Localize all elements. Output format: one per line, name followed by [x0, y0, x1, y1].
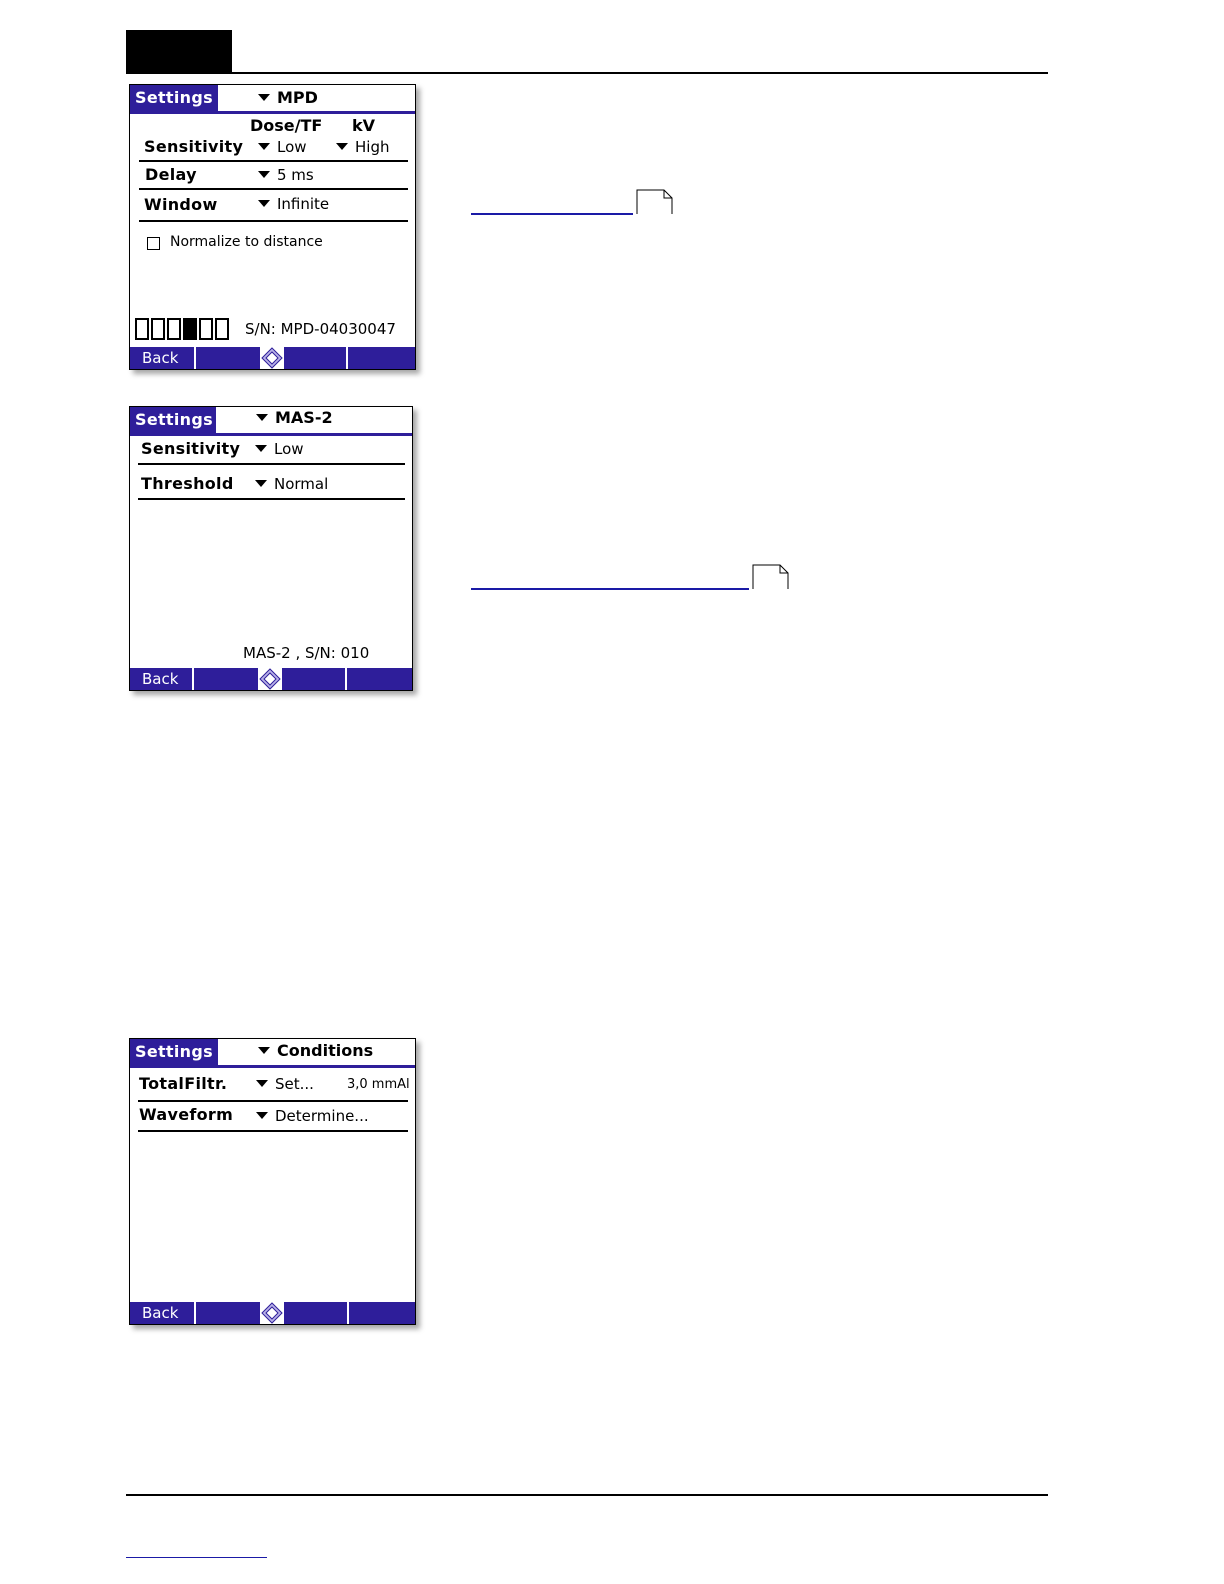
title-bar	[130, 85, 415, 113]
total-filtration-amount: 3,0 mmAl	[347, 1077, 410, 1092]
threshold-label: Threshold	[141, 474, 234, 493]
sensitivity-value: Low	[274, 440, 304, 458]
screen-title: Settings	[130, 1039, 218, 1065]
command-bar	[130, 347, 415, 369]
window-label: Window	[144, 195, 218, 214]
dropdown-arrow-icon	[255, 480, 267, 487]
navigator-icon[interactable]	[258, 668, 282, 690]
separator	[194, 1302, 196, 1324]
separator	[347, 1302, 349, 1324]
navigator-icon[interactable]	[260, 347, 284, 369]
serial-number: S/N: MPD-04030047	[245, 320, 396, 338]
dropdown-arrow-icon	[258, 94, 270, 101]
separator	[192, 668, 194, 690]
device-selector[interactable]	[258, 87, 318, 109]
back-button[interactable]: Back	[142, 349, 179, 367]
waveform-value: Determine...	[275, 1107, 369, 1125]
delay-value: 5 ms	[277, 166, 314, 184]
sensitivity-label: Sensitivity	[141, 439, 241, 458]
dropdown-arrow-icon	[256, 414, 268, 421]
mas2-settings-screen	[129, 406, 413, 691]
indicator-segment	[151, 318, 165, 340]
footer-rule	[126, 1494, 1048, 1496]
divider	[138, 1130, 408, 1132]
page-reference-icon	[752, 564, 790, 590]
command-bar	[130, 668, 412, 690]
screen-title: Settings	[130, 85, 218, 111]
indicator-segment	[167, 318, 181, 340]
sensitivity-dose-value: Low	[277, 138, 307, 156]
delay-label: Delay	[145, 165, 197, 184]
dropdown-arrow-icon	[256, 1080, 268, 1087]
navigator-diamond-icon	[258, 668, 282, 690]
command-bar	[130, 1302, 415, 1324]
dropdown-arrow-icon	[258, 143, 270, 150]
signal-indicator	[135, 318, 231, 340]
waveform-dropdown[interactable]	[256, 1107, 369, 1125]
divider	[138, 463, 405, 465]
window-dropdown[interactable]	[258, 195, 329, 213]
sensitivity-dose-dropdown[interactable]	[258, 138, 307, 156]
indicator-segment	[199, 318, 213, 340]
dropdown-arrow-icon	[258, 200, 270, 207]
header-rule	[126, 72, 1048, 74]
sensitivity-kv-dropdown[interactable]	[336, 138, 389, 156]
divider	[139, 160, 408, 162]
sensitivity-kv-value: High	[355, 138, 390, 156]
back-button[interactable]: Back	[142, 1304, 179, 1322]
threshold-dropdown[interactable]	[255, 475, 328, 493]
normalize-checkbox[interactable]	[147, 237, 160, 250]
dropdown-arrow-icon	[258, 171, 270, 178]
waveform-label: Waveform	[139, 1105, 234, 1124]
threshold-value: Normal	[274, 475, 329, 493]
divider	[138, 498, 405, 500]
mpd-settings-screen	[129, 84, 416, 370]
serial-number: MAS-2 , S/N: 010	[243, 644, 370, 662]
window-value: Infinite	[277, 195, 330, 213]
screen-title: Settings	[130, 407, 216, 433]
separator	[346, 347, 348, 369]
delay-dropdown[interactable]	[258, 166, 314, 184]
back-button[interactable]: Back	[142, 670, 179, 688]
separator	[345, 668, 347, 690]
navigator-diamond-icon	[260, 1302, 284, 1324]
totalfiltr-dropdown[interactable]	[256, 1075, 314, 1093]
totalfiltr-value: Set...	[275, 1075, 314, 1093]
title-rule	[130, 1065, 415, 1068]
title-bar	[130, 1039, 415, 1067]
indicator-segment	[215, 318, 229, 340]
separator	[194, 347, 196, 369]
device-selector-label: MAS-2	[275, 408, 333, 427]
normalize-label: Normalize to distance	[170, 234, 323, 250]
dropdown-arrow-icon	[258, 1047, 270, 1054]
title-rule	[130, 111, 415, 114]
conditions-settings-screen	[129, 1038, 416, 1325]
navigator-diamond-icon	[260, 347, 284, 369]
device-selector[interactable]	[256, 407, 333, 429]
column-header-kv: kV	[352, 116, 376, 135]
cross-reference-link-1[interactable]	[471, 213, 633, 215]
header-block	[126, 30, 232, 74]
divider	[139, 188, 408, 190]
device-selector-label: MPD	[277, 88, 318, 107]
divider	[138, 1100, 408, 1102]
settings-category-selector[interactable]	[258, 1040, 373, 1062]
title-bar	[130, 407, 412, 435]
cross-reference-link-2[interactable]	[471, 588, 749, 590]
sensitivity-label: Sensitivity	[144, 137, 244, 156]
column-header-dose: Dose/TF	[250, 116, 323, 135]
navigator-icon[interactable]	[260, 1302, 284, 1324]
totalfiltr-label: TotalFiltr.	[139, 1074, 228, 1093]
settings-category-label: Conditions	[277, 1041, 374, 1060]
dropdown-arrow-icon	[255, 445, 267, 452]
divider	[139, 220, 408, 222]
indicator-segment-active	[183, 318, 197, 340]
title-rule	[130, 433, 412, 436]
dropdown-arrow-icon	[336, 143, 348, 150]
sensitivity-dropdown[interactable]	[255, 440, 304, 458]
footer-link[interactable]	[126, 1557, 267, 1558]
indicator-segment	[135, 318, 149, 340]
dropdown-arrow-icon	[256, 1112, 268, 1119]
page-reference-icon	[636, 189, 674, 215]
